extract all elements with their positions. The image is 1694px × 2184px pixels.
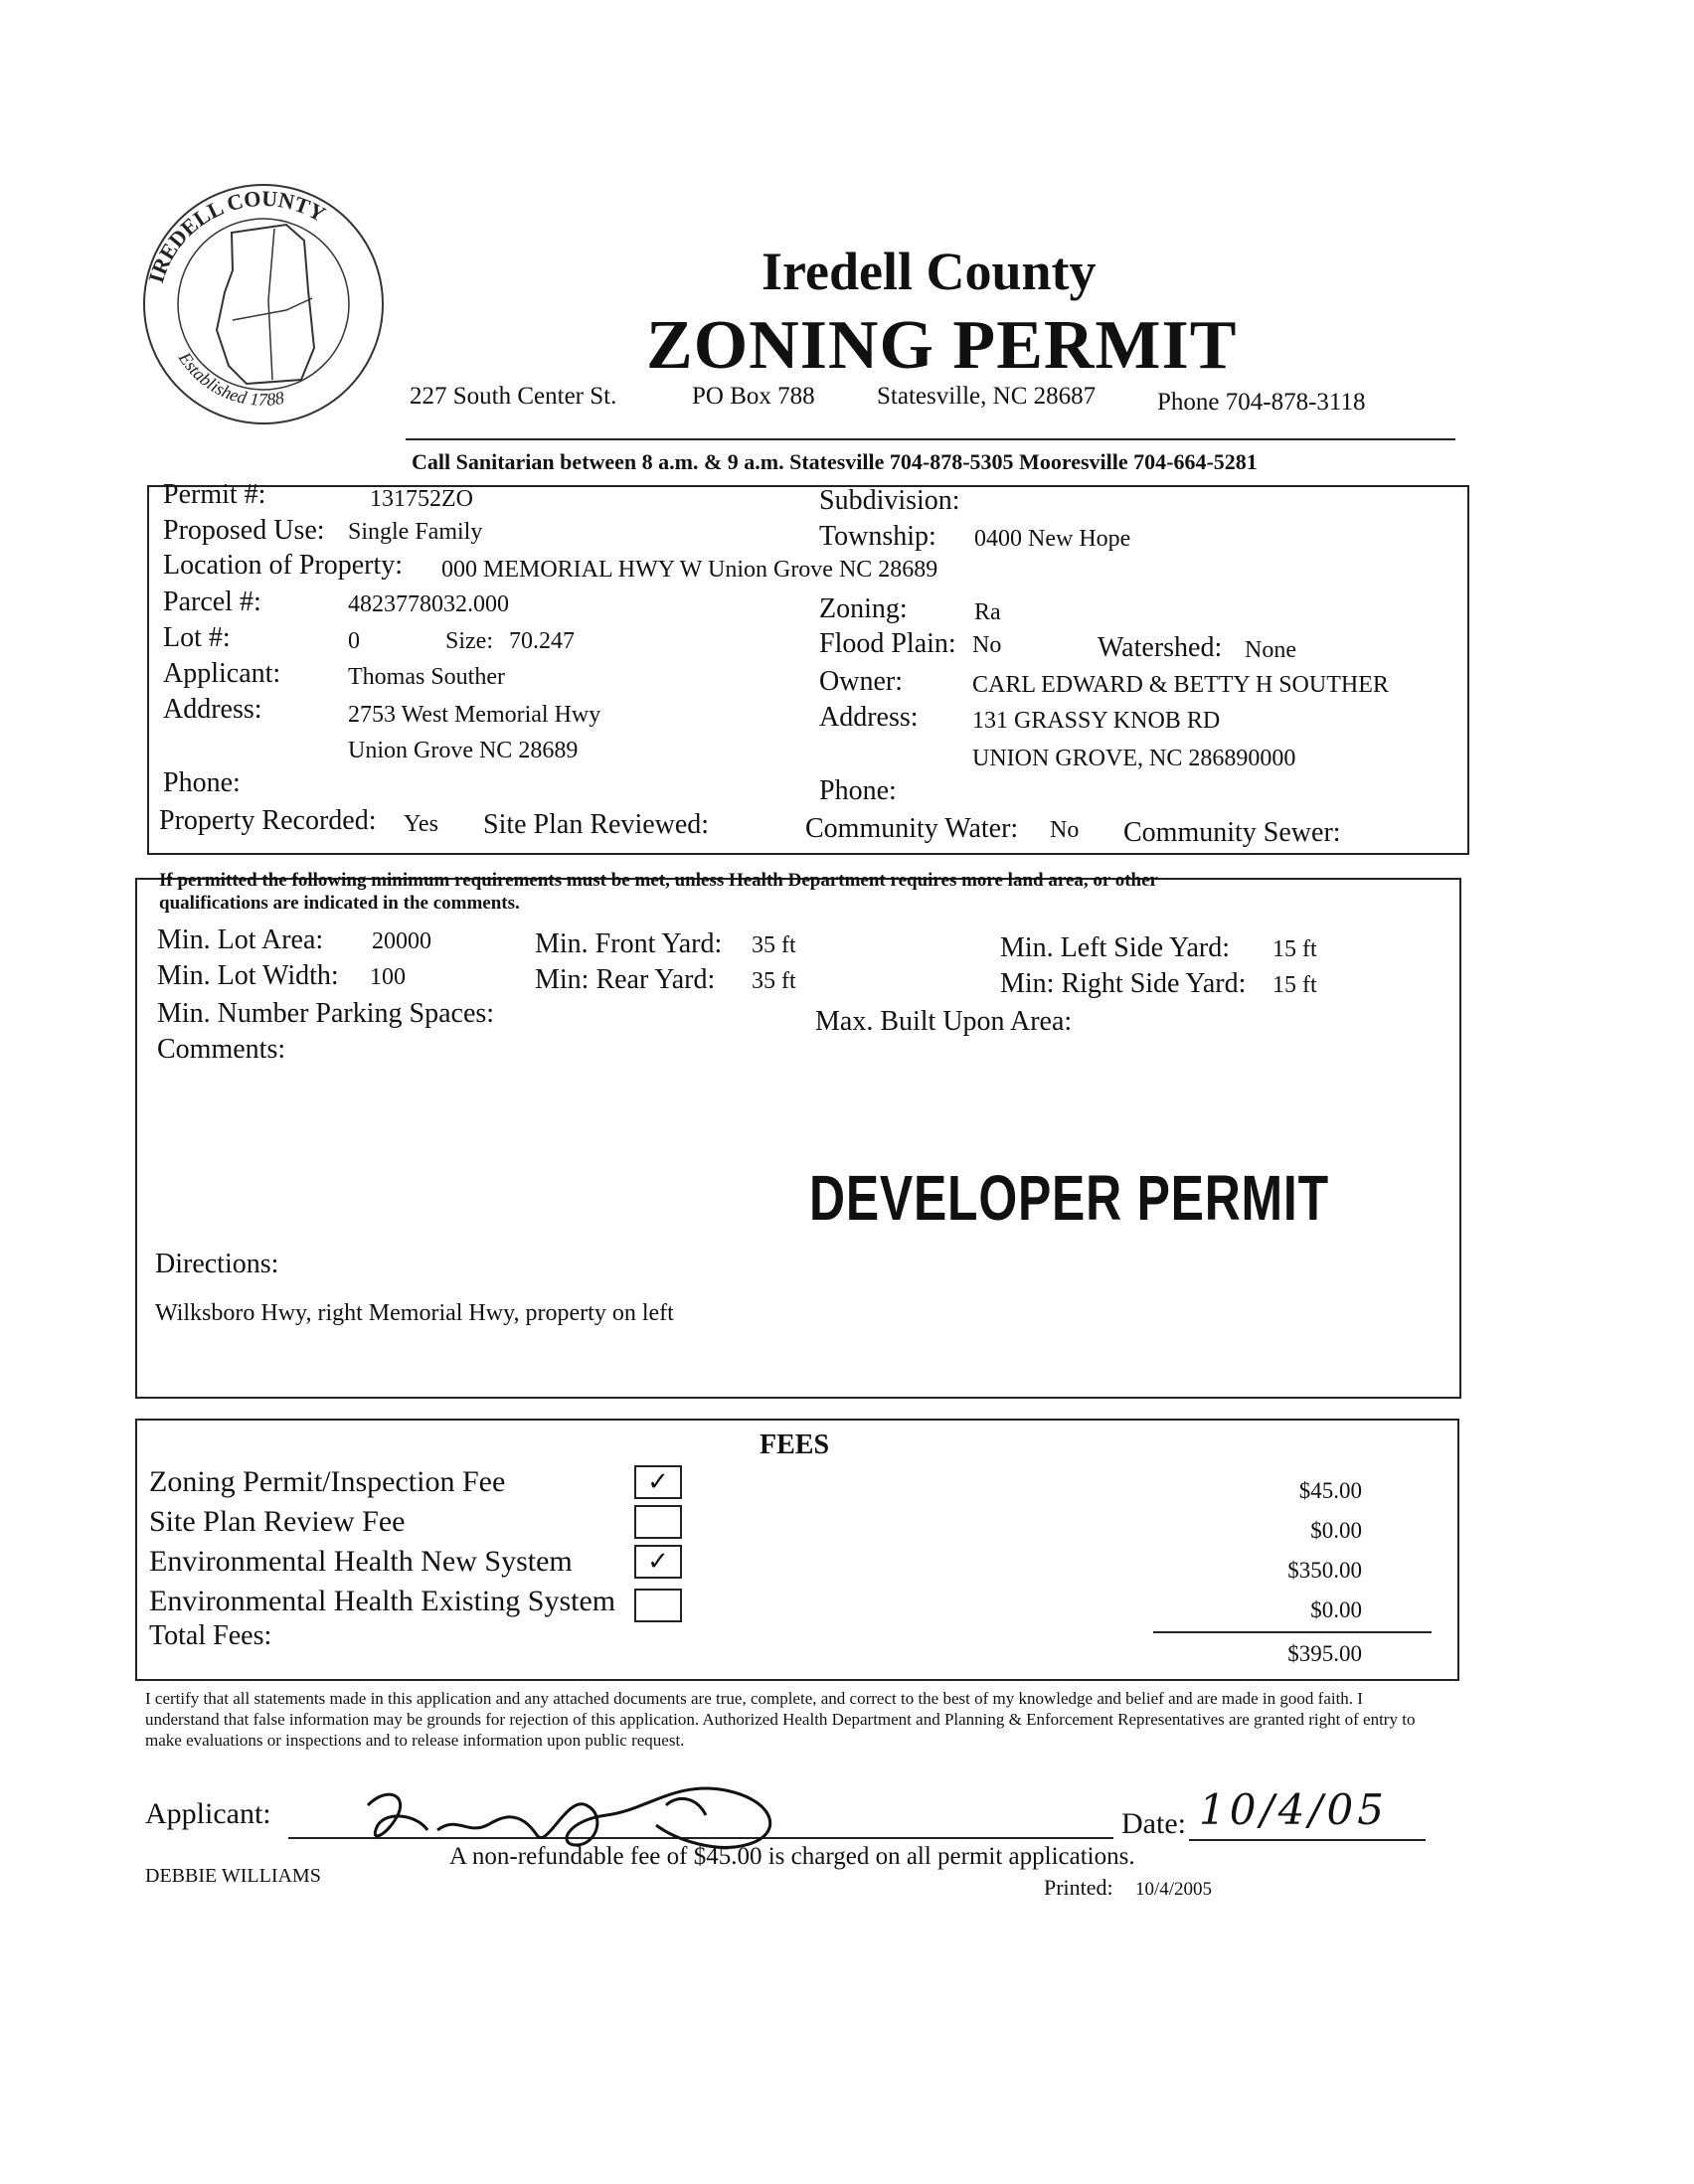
fee-zoning-amount: $45.00 [1298, 1478, 1362, 1503]
proposed-use: Single Family [348, 519, 483, 545]
fee-existing-system-label: Environmental Health Existing System [149, 1585, 616, 1617]
applicant-address-1: 2753 West Memorial Hwy [348, 702, 601, 728]
requirements-intro-2: qualifications are indicated in the comments. [159, 893, 520, 914]
proposed-use-label: Proposed Use: [163, 515, 325, 546]
applicant-address-label: Address: [163, 694, 262, 725]
fee-new-system-label: Environmental Health New System [149, 1545, 573, 1578]
permit-number: 131752ZO [370, 486, 473, 512]
office-city: Statesville, NC 28687 [877, 383, 1097, 410]
signature-date: 10/4/05 [1199, 1785, 1388, 1834]
min-lot-width-label: Min. Lot Width: [157, 960, 339, 991]
fee-zoning-checkbox[interactable]: ✓ [634, 1465, 682, 1499]
min-front-yard-label: Min. Front Yard: [535, 928, 723, 959]
owner-address-2: UNION GROVE, NC 286890000 [972, 746, 1296, 771]
fee-site-plan-amount: $0.00 [1310, 1518, 1362, 1543]
office-address: 227 South Center St. [410, 383, 617, 410]
sanitarian-notice: Call Sanitarian between 8 a.m. & 9 a.m. Statesville 704-878-5305 Mooresville 704-664-5281 [412, 449, 1258, 474]
lot-label: Lot #: [163, 622, 231, 653]
date-line [1189, 1839, 1426, 1841]
directions: Wilksboro Hwy, right Memorial Hwy, property on left [155, 1300, 674, 1326]
min-rear-yard: 35 ft [752, 968, 796, 994]
township: 0400 New Hope [974, 526, 1131, 552]
min-left-side-yard: 15 ft [1272, 936, 1317, 962]
page-title: ZONING PERMIT [646, 307, 1238, 384]
owner-name: CARL EDWARD & BETTY H SOUTHER [972, 672, 1389, 698]
watershed: None [1245, 637, 1296, 663]
zoning-label: Zoning: [819, 593, 908, 624]
location: 000 MEMORIAL HWY W Union Grove NC 28689 [441, 557, 938, 583]
total-fees-label: Total Fees: [149, 1620, 272, 1651]
certification-text: I certify that all statements made in this application and any attached documents are true, complete, and correct to the best of my knowledge and belief and are made in good faith. I understand that false information may be grounds for rejection of this application. Authorized Health Department and Planning & Enforcement Representatives are granted right of entry to make evaluations or inspections and to release information upon public request. [145, 1689, 1416, 1750]
comments-label: Comments: [157, 1034, 286, 1065]
min-lot-width: 100 [370, 964, 406, 990]
fee-zoning-label: Zoning Permit/Inspection Fee [149, 1465, 506, 1498]
applicant-address-2: Union Grove NC 28689 [348, 738, 579, 763]
owner-address-1: 131 GRASSY KNOB RD [972, 708, 1221, 734]
developer-permit-stamp: DEVELOPER PERMIT [809, 1162, 1329, 1234]
community-sewer-label: Community Sewer: [1123, 817, 1341, 848]
min-front-yard: 35 ft [752, 932, 796, 958]
permit-number-label: Permit #: [163, 479, 266, 510]
location-label: Location of Property: [163, 550, 404, 581]
printed-label: Printed: [1044, 1875, 1113, 1900]
min-right-side-yard: 15 ft [1272, 972, 1317, 998]
lot-size: 70.247 [509, 628, 575, 654]
parcel-number: 4823778032.000 [348, 591, 509, 617]
property-recorded: Yes [404, 811, 438, 837]
fee-new-system-checkbox[interactable]: ✓ [634, 1545, 682, 1579]
site-plan-reviewed-label: Site Plan Reviewed: [483, 809, 710, 840]
header-rule [406, 438, 1455, 440]
owner-address-label: Address: [819, 702, 919, 733]
flood-plain: No [972, 632, 1002, 658]
fee-total-rule [1153, 1631, 1432, 1633]
fee-new-system-amount: $350.00 [1287, 1558, 1362, 1583]
fee-existing-system-checkbox[interactable] [634, 1589, 682, 1622]
community-water-label: Community Water: [805, 813, 1019, 844]
flood-plain-label: Flood Plain: [819, 628, 956, 659]
permit-info-box [147, 485, 1469, 855]
subdivision-label: Subdivision: [819, 485, 960, 516]
min-parking-label: Min. Number Parking Spaces: [157, 998, 495, 1029]
county-name: Iredell County [762, 242, 1097, 301]
min-lot-area: 20000 [372, 928, 431, 954]
office-phone: Phone 704-878-3118 [1157, 389, 1366, 416]
svg-text:IREDELL COUNTY: IREDELL COUNTY [143, 185, 330, 286]
fee-site-plan-label: Site Plan Review Fee [149, 1505, 406, 1538]
directions-label: Directions: [155, 1249, 279, 1279]
min-rear-yard-label: Min: Rear Yard: [535, 964, 716, 995]
requirements-intro-1: If permitted the following minimum requirements must be met, unless Health Department requires more land area, or other [159, 870, 1158, 891]
applicant-phone-label: Phone: [163, 767, 241, 798]
applicant-signature-label: Applicant: [145, 1797, 271, 1830]
fee-existing-system-amount: $0.00 [1310, 1597, 1362, 1622]
community-water: No [1050, 817, 1080, 843]
po-box: PO Box 788 [692, 383, 815, 410]
applicant-name: Thomas Souther [348, 664, 505, 690]
min-left-side-yard-label: Min. Left Side Yard: [1000, 932, 1230, 963]
printed-date: 10/4/2005 [1135, 1879, 1213, 1900]
fee-site-plan-checkbox[interactable] [634, 1505, 682, 1539]
size-label: Size: [445, 628, 493, 654]
applicant-label: Applicant: [163, 658, 281, 689]
svg-text:Established 1788: Established 1788 [174, 348, 286, 410]
parcel-label: Parcel #: [163, 587, 261, 617]
max-built-area-label: Max. Built Upon Area: [815, 1006, 1073, 1037]
min-lot-area-label: Min. Lot Area: [157, 924, 324, 955]
nonrefundable-note: A non-refundable fee of $45.00 is charged on all permit applications. [449, 1843, 1135, 1870]
county-seal [137, 181, 390, 427]
lot-number: 0 [348, 628, 360, 654]
owner-label: Owner: [819, 666, 903, 697]
clerk-name: DEBBIE WILLIAMS [145, 1865, 321, 1887]
property-recorded-label: Property Recorded: [159, 805, 377, 836]
date-label: Date: [1121, 1807, 1186, 1840]
total-fees: $395.00 [1287, 1641, 1362, 1666]
min-right-side-yard-label: Min: Right Side Yard: [1000, 968, 1247, 999]
township-label: Township: [819, 521, 936, 552]
fees-title: FEES [760, 1429, 830, 1460]
owner-phone-label: Phone: [819, 775, 897, 806]
zoning: Ra [974, 599, 1001, 625]
watershed-label: Watershed: [1098, 632, 1223, 663]
